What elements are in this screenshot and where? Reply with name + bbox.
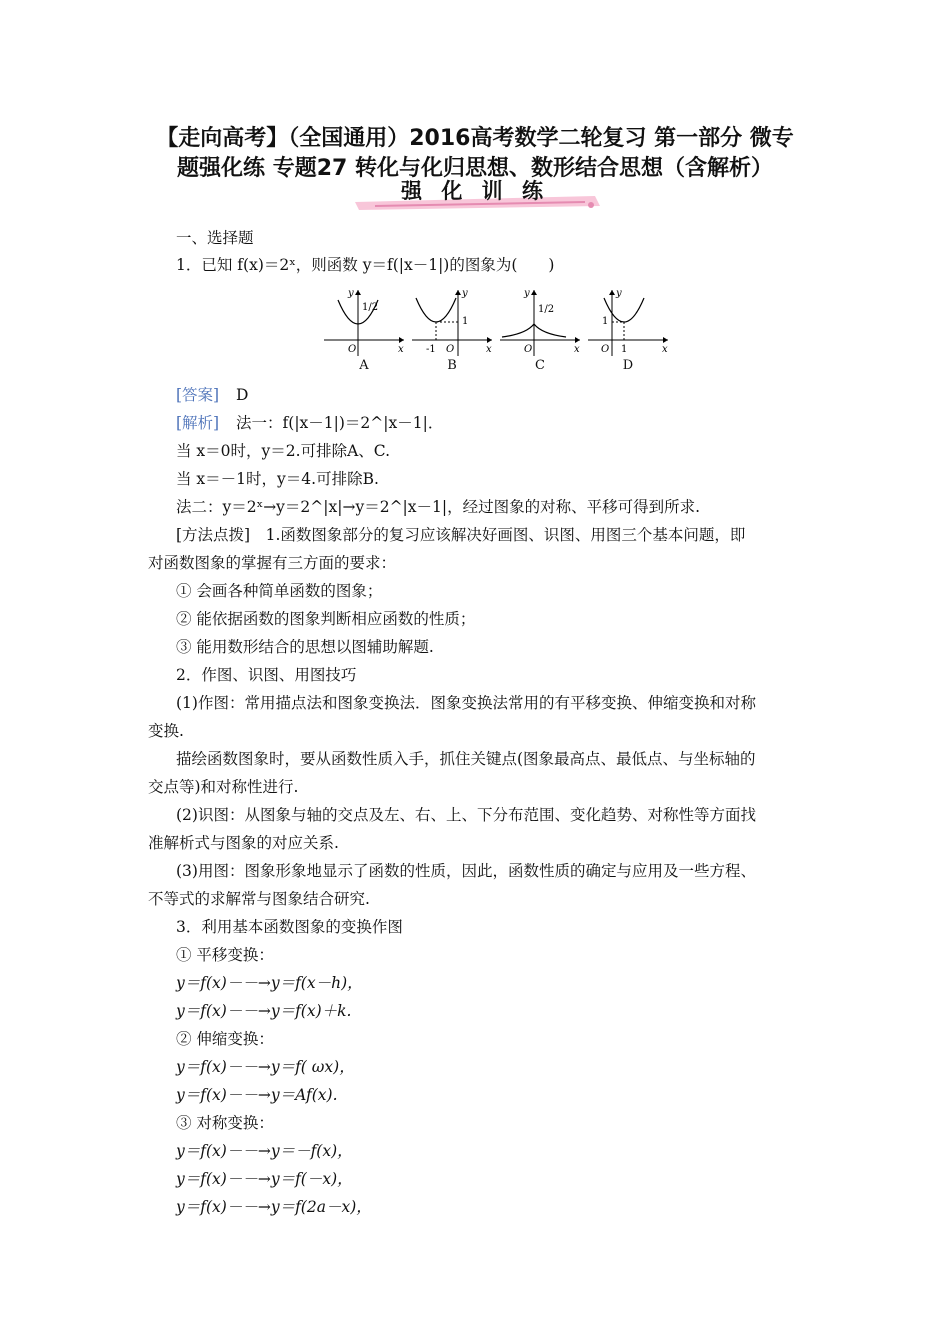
method-paragraph-3b: 交点等)和对称性进行. bbox=[148, 778, 299, 796]
method-heading-3: 3．利用基本函数图象的变换作图 bbox=[176, 918, 403, 936]
graph-a-x-label: x bbox=[398, 344, 404, 355]
option-c-label: C bbox=[535, 358, 545, 373]
graph-a-tick-half: 1/2 bbox=[362, 302, 379, 313]
method-item-2: ② 能依据函数的图象判断相应函数的性质； bbox=[176, 610, 476, 628]
analysis-line-4: 法二：y＝2ˣ→y＝2^|x|→y＝2^|x－1|，经过图象的对称、平移可得到所求. bbox=[176, 498, 701, 516]
graph-d-x-label: x bbox=[662, 344, 668, 355]
method-heading-2: 2．作图、识图、用图技巧 bbox=[176, 666, 357, 684]
method-item-3: ③ 能用数形结合的思想以图辅助解题. bbox=[176, 638, 434, 656]
option-graph-a bbox=[320, 286, 408, 374]
title-line-2: 题强化练 专题27 转化与化归思想、数形结合思想（含解析） bbox=[177, 156, 773, 181]
graph-c-y-label: y bbox=[524, 288, 530, 299]
method-paragraph-2a: (1)作图：常用描点法和图象变换法．图象变换法常用的有平移变换、伸缩变换和对称 bbox=[176, 694, 756, 712]
method-item-1: ① 会画各种简单函数的图象； bbox=[176, 582, 383, 600]
graph-b-tick-neg-one: -1 bbox=[426, 344, 436, 355]
method-paragraph-4b: 准解析式与图象的对应关系. bbox=[148, 834, 339, 852]
option-graph-d bbox=[584, 286, 672, 374]
transform-scaling-1: y＝f(x)－－→y＝f( ωx)， bbox=[176, 1058, 355, 1076]
method-paragraph-5b: 不等式的求解常与图象结合研究. bbox=[148, 890, 370, 908]
method-paragraph-5a: (3)用图：图象形象地显示了函数的性质，因此，函数性质的确定与应用及一些方程、 bbox=[176, 862, 756, 880]
graph-c-x-label: x bbox=[574, 344, 580, 355]
transform-translation-heading: ① 平移变换： bbox=[176, 946, 274, 964]
answer-tag: [答案] bbox=[176, 386, 220, 404]
graph-c-origin: O bbox=[524, 344, 533, 355]
graph-b-origin: O bbox=[446, 344, 455, 355]
section-heading: 一、选择题 bbox=[176, 229, 254, 247]
graph-b-y-label: y bbox=[462, 288, 468, 299]
question-stem: 1．已知 f(x)＝2ˣ，则函数 y＝f(|x－1|)的图象为( ) bbox=[176, 256, 555, 274]
transform-symmetry-2: y＝f(x)－－→y＝f(－x)， bbox=[176, 1170, 353, 1188]
answer-value: D bbox=[236, 386, 249, 404]
analysis-text-1: 法一：f(|x－1|)＝2^|x－1|． bbox=[236, 414, 444, 432]
transform-scaling-2: y＝f(x)－－→y＝Af(x). bbox=[176, 1086, 338, 1104]
method-paragraph-4a: (2)识图：从图象与轴的交点及左、右、上、下分布范围、变化趋势、对称性等方面找 bbox=[176, 806, 756, 824]
graph-d-tick-one-x: 1 bbox=[621, 344, 628, 355]
graph-d-y-label: y bbox=[616, 288, 622, 299]
title-line-1: 【走向高考】（全国通用）2016高考数学二轮复习 第一部分 微专 bbox=[156, 126, 794, 151]
transform-symmetry-3: y＝f(x)－－→y＝f(2a－x)， bbox=[176, 1198, 372, 1216]
option-graph-c bbox=[496, 286, 584, 374]
option-graph-b bbox=[408, 286, 496, 374]
answer-options-figure bbox=[320, 286, 680, 376]
graph-b-tick-one: 1 bbox=[462, 316, 469, 327]
transform-symmetry-1: y＝f(x)－－→y＝－f(x)， bbox=[176, 1142, 353, 1160]
graph-d-origin: O bbox=[601, 344, 610, 355]
option-d-label: D bbox=[622, 358, 634, 373]
transform-symmetry-heading: ③ 对称变换： bbox=[176, 1114, 274, 1132]
graph-b-x-label: x bbox=[486, 344, 492, 355]
transform-translation-1: y＝f(x)－－→y＝f(x－h)， bbox=[176, 974, 363, 992]
graph-a-origin: O bbox=[348, 344, 357, 355]
method-paragraph-1: [方法点拨] 1.函数图象部分的复习应该解决好画图、识图、用图三个基本问题，即 bbox=[176, 526, 746, 544]
graph-c-tick-half: 1/2 bbox=[538, 304, 555, 315]
method-paragraph-1b: 对函数图象的掌握有三方面的要求： bbox=[148, 554, 397, 572]
graph-d-tick-one-y: 1 bbox=[602, 316, 609, 327]
analysis-line-1 bbox=[176, 413, 443, 433]
analysis-line-2: 当 x＝0时，y＝2.可排除A、C. bbox=[176, 442, 391, 460]
option-a-label: A bbox=[359, 358, 369, 373]
method-paragraph-2b: 变换. bbox=[148, 722, 184, 740]
section-banner bbox=[345, 174, 605, 212]
analysis-line-3: 当 x＝－1时，y＝4.可排除B. bbox=[176, 470, 379, 488]
analysis-tag: [解析] bbox=[176, 414, 220, 432]
answer-line bbox=[176, 385, 248, 405]
transform-scaling-heading: ② 伸缩变换： bbox=[176, 1030, 274, 1048]
graph-a-y-label: y bbox=[348, 288, 354, 299]
method-paragraph-3a: 描绘函数图象时，要从函数性质入手，抓住关键点(图象最高点、最低点、与坐标轴的 bbox=[176, 750, 756, 768]
banner-text: 强 化 训 练 bbox=[401, 179, 549, 203]
transform-translation-2: y＝f(x)－－→y＝f(x)＋k. bbox=[176, 1002, 352, 1020]
option-b-label: B bbox=[447, 358, 457, 373]
